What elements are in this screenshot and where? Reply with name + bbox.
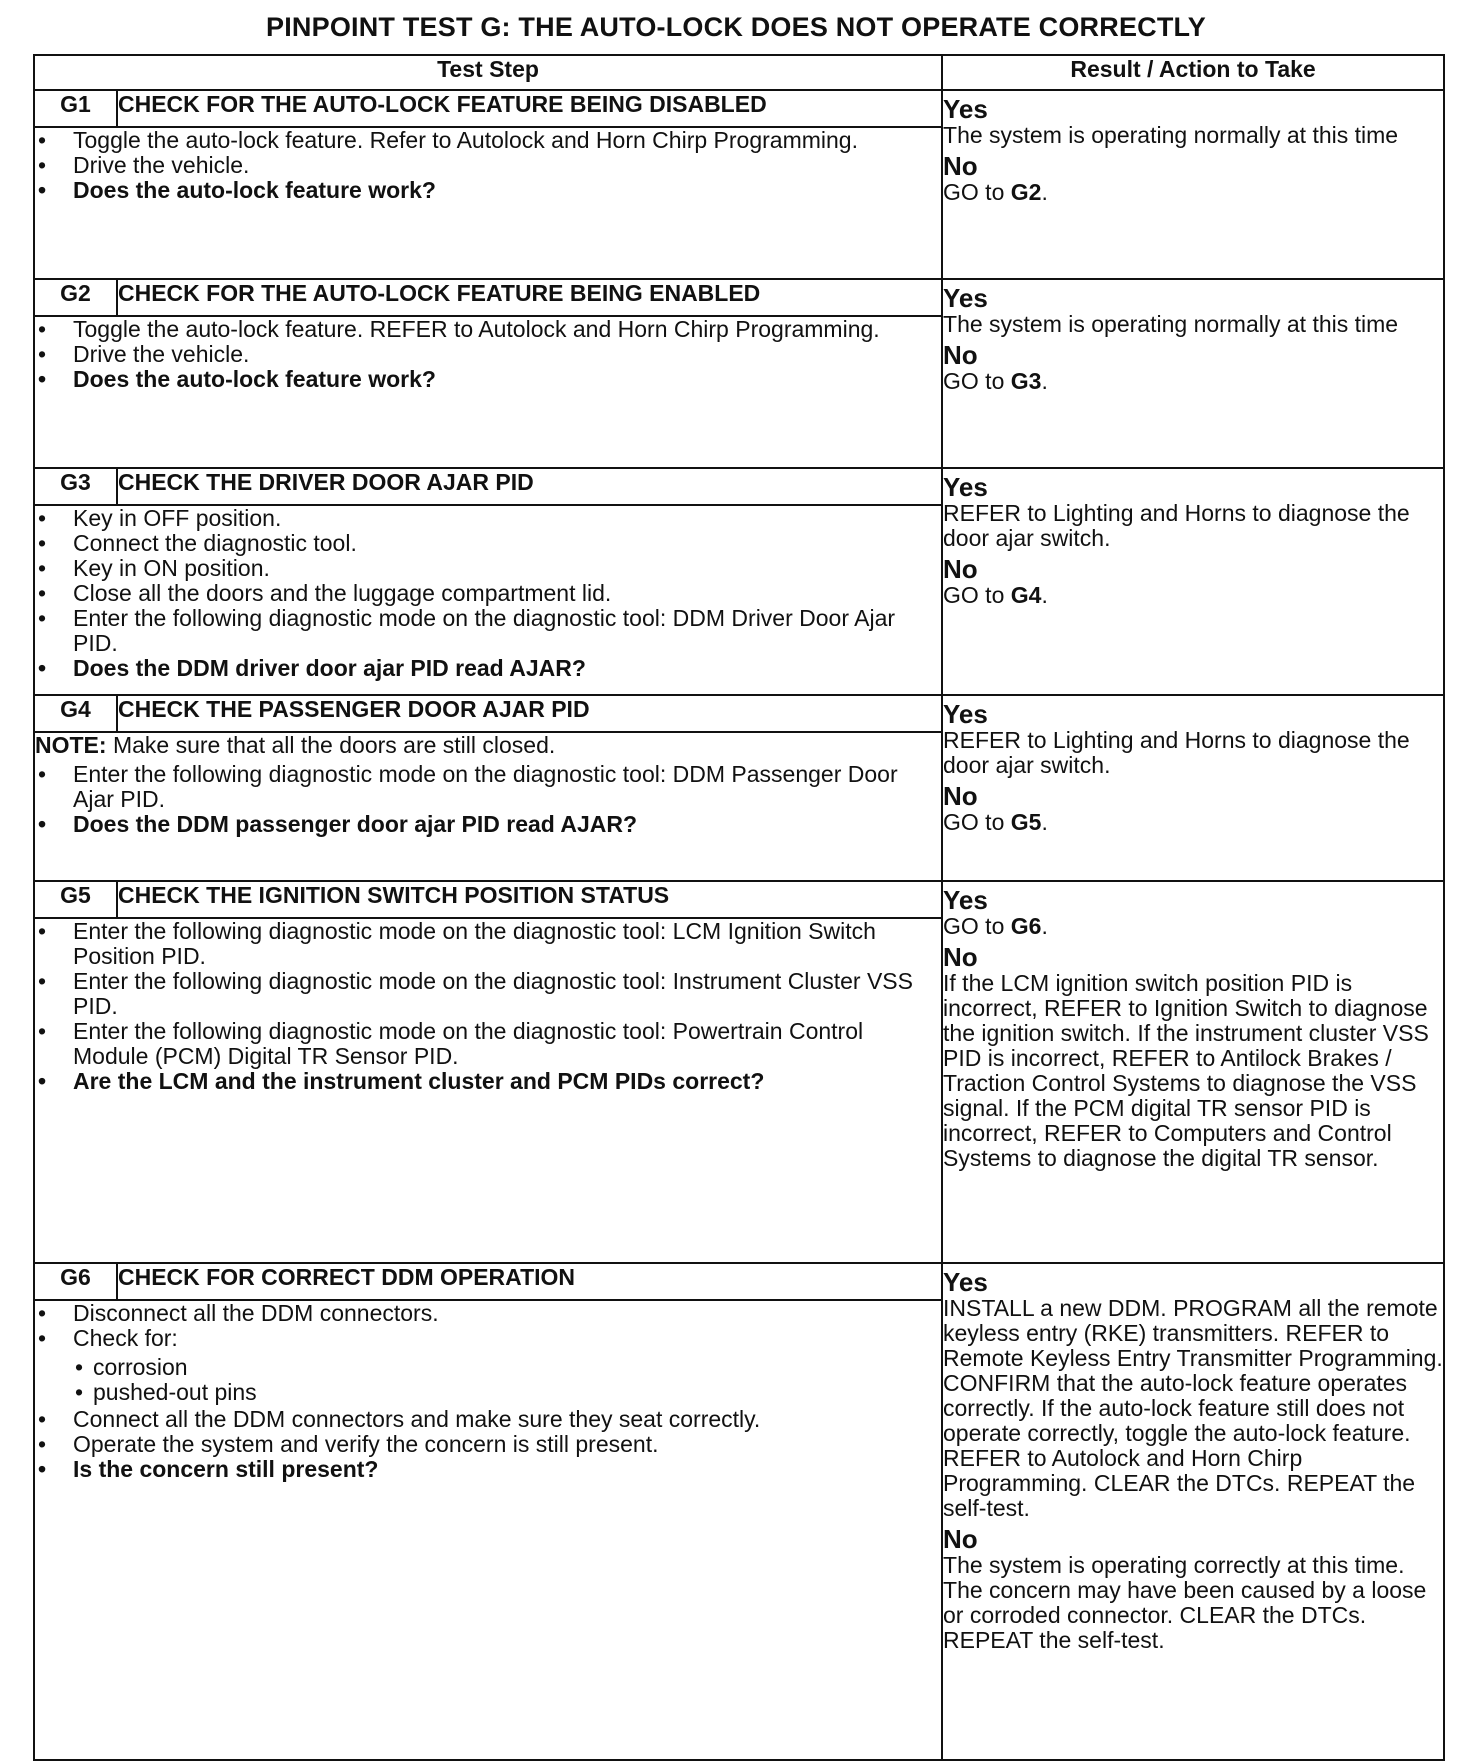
list-item: • Key in OFF position. [35, 506, 941, 531]
step-g6-result [942, 1263, 1444, 1760]
note-label: NOTE: [35, 732, 107, 758]
yes-action: The system is operating normally at this time [943, 311, 1399, 337]
list-item: • Enter the following diagnostic mode on the diagnostic tool: LCM Ignition Switch Position PID. [35, 919, 941, 969]
step-g3-result [942, 468, 1444, 695]
yes-label: Yes [943, 699, 988, 729]
step-title: CHECK THE IGNITION SWITCH POSITION STATUS [117, 881, 942, 918]
list-item: • Operate the system and verify the concern is still present. [35, 1432, 941, 1457]
step-list [35, 762, 941, 837]
table-header-row [34, 55, 1444, 90]
list-item: • Enter the following diagnostic mode on the diagnostic tool: DDM Passenger Door Ajar PID. [35, 762, 941, 812]
step-g4-title-row [34, 695, 1444, 732]
step-id: G2 [34, 279, 117, 316]
goto-prefix: GO to [943, 913, 1011, 939]
list-item: • Drive the vehicle. [35, 342, 941, 367]
yes-label: Yes [943, 472, 988, 502]
step-g1-body [34, 127, 942, 279]
yes-action: REFER to Lighting and Horns to diagnose the door ajar switch. [943, 727, 1410, 778]
goto-step-link[interactable]: G4 [1010, 582, 1042, 608]
no-label: No [943, 151, 978, 181]
test-step-header: Test Step [34, 55, 942, 90]
step-g2-result [942, 279, 1444, 468]
step-question: • Does the auto-lock feature work? [35, 367, 941, 392]
step-g6-title-row [34, 1263, 1444, 1300]
no-label: No [943, 942, 978, 972]
yes-action: GO to G6. [943, 913, 1048, 939]
list-item: • Key in ON position. [35, 556, 941, 581]
step-title: CHECK FOR THE AUTO-LOCK FEATURE BEING DISABLED [117, 90, 942, 127]
list-item: • Toggle the auto-lock feature. REFER to Autolock and Horn Chirp Programming. [35, 317, 941, 342]
list-item: • Drive the vehicle. [35, 153, 941, 178]
step-question: • Does the DDM driver door ajar PID read AJAR? [35, 656, 941, 681]
goto-prefix: GO to [943, 582, 1011, 608]
no-label: No [943, 781, 978, 811]
goto-step-link[interactable]: G6 [1010, 913, 1042, 939]
no-action: GO to G3. [943, 368, 1048, 394]
yes-action: The system is operating normally at this time [943, 122, 1399, 148]
note-text: Make sure that all the doors are still closed. [106, 732, 556, 758]
yes-label: Yes [943, 885, 988, 915]
pinpoint-test-table [33, 54, 1445, 1761]
goto-prefix: GO to [943, 368, 1011, 394]
sub-list-item: • pushed-out pins [73, 1380, 941, 1405]
step-list [35, 919, 941, 1094]
list-item: • Disconnect all the DDM connectors. [35, 1301, 941, 1326]
yes-label: Yes [943, 283, 988, 313]
check-sublist [73, 1355, 941, 1405]
step-note [35, 733, 941, 758]
step-g2-title-row [34, 279, 1444, 316]
step-title: CHECK FOR CORRECT DDM OPERATION [117, 1263, 942, 1300]
step-id: G1 [34, 90, 117, 127]
yes-action: INSTALL a new DDM. PROGRAM all the remote keyless entry (RKE) transmitters. REFER to Remote Keyless Entry Transmitter Programming. CONFIRM that the auto-lock feature operates correctly. If the auto-lock feature still does not operate correctly, toggle the auto-lock feature. REFER to Autolock and Horn Chirp Programming. CLEAR the DTCs. REPEAT the self-test. [943, 1295, 1443, 1521]
no-label: No [943, 340, 978, 370]
step-g5-title-row [34, 881, 1444, 918]
step-list [35, 1301, 941, 1482]
step-id: G6 [34, 1263, 117, 1300]
page-title: PINPOINT TEST G: THE AUTO-LOCK DOES NOT OPERATE CORRECTLY [266, 12, 1206, 42]
step-g4-body [34, 732, 942, 881]
step-g5-body [34, 918, 942, 1263]
step-id: G4 [34, 695, 117, 732]
list-item: • Enter the following diagnostic mode on the diagnostic tool: Powertrain Control Module (PCM) Digital TR Sensor PID. [35, 1019, 941, 1069]
step-id: G5 [34, 881, 117, 918]
step-g5-result [942, 881, 1444, 1263]
step-question: • Are the LCM and the instrument cluster and PCM PIDs correct? [35, 1069, 941, 1094]
list-item: • Toggle the auto-lock feature. Refer to Autolock and Horn Chirp Programming. [35, 128, 941, 153]
no-action: GO to G4. [943, 582, 1048, 608]
step-g3-body [34, 505, 942, 695]
yes-label: Yes [943, 1267, 988, 1297]
goto-step-link[interactable]: G3 [1010, 368, 1042, 394]
no-label: No [943, 1524, 978, 1554]
no-label: No [943, 554, 978, 584]
step-g6-body [34, 1300, 942, 1760]
sub-list-item: • corrosion [73, 1355, 941, 1380]
step-list [35, 128, 941, 203]
check-for-label: Check for: [73, 1325, 178, 1351]
step-g4-result [942, 695, 1444, 881]
goto-prefix: GO to [943, 809, 1011, 835]
step-title: CHECK THE DRIVER DOOR AJAR PID [117, 468, 942, 505]
no-action: The system is operating correctly at this time. The concern may have been caused by a loose or corroded connector. CLEAR the DTCs. REPEAT the self-test. [943, 1552, 1427, 1653]
step-question: • Does the DDM passenger door ajar PID read AJAR? [35, 812, 941, 837]
goto-prefix: GO to [943, 179, 1011, 205]
goto-step-link[interactable]: G5 [1010, 809, 1042, 835]
step-question: • Is the concern still present? [35, 1457, 941, 1482]
step-id: G3 [34, 468, 117, 505]
list-item: • Connect all the DDM connectors and make sure they seat correctly. [35, 1407, 941, 1432]
step-question: • Does the auto-lock feature work? [35, 178, 941, 203]
list-item: • Enter the following diagnostic mode on the diagnostic tool: DDM Driver Door Ajar PID. [35, 606, 941, 656]
no-action: If the LCM ignition switch position PID is incorrect, REFER to Ignition Switch to diagnose the ignition switch. If the instrument cluster VSS PID is incorrect, REFER to Antilock Brakes / Traction Control Systems to diagnose the VSS signal. If the PCM digital TR sensor PID is incorrect, REFER to Computers and Control Systems to diagnose the digital TR sensor. [943, 970, 1429, 1171]
yes-action: REFER to Lighting and Horns to diagnose the door ajar switch. [943, 500, 1410, 551]
step-list [35, 506, 941, 681]
no-action: GO to G2. [943, 179, 1048, 205]
step-g1-title-row [34, 90, 1444, 127]
step-g1-result [942, 90, 1444, 279]
step-g3-title-row [34, 468, 1444, 505]
list-item: • Connect the diagnostic tool. [35, 531, 941, 556]
step-g2-body [34, 316, 942, 468]
step-title: CHECK FOR THE AUTO-LOCK FEATURE BEING ENABLED [117, 279, 942, 316]
yes-label: Yes [943, 94, 988, 124]
goto-step-link[interactable]: G2 [1010, 179, 1042, 205]
step-title: CHECK THE PASSENGER DOOR AJAR PID [117, 695, 942, 732]
list-item: • Enter the following diagnostic mode on the diagnostic tool: Instrument Cluster VSS PID. [35, 969, 941, 1019]
step-list [35, 317, 941, 392]
result-header: Result / Action to Take [942, 55, 1444, 90]
list-item: • Close all the doors and the luggage compartment lid. [35, 581, 941, 606]
list-item [35, 1326, 941, 1405]
no-action: GO to G5. [943, 809, 1048, 835]
